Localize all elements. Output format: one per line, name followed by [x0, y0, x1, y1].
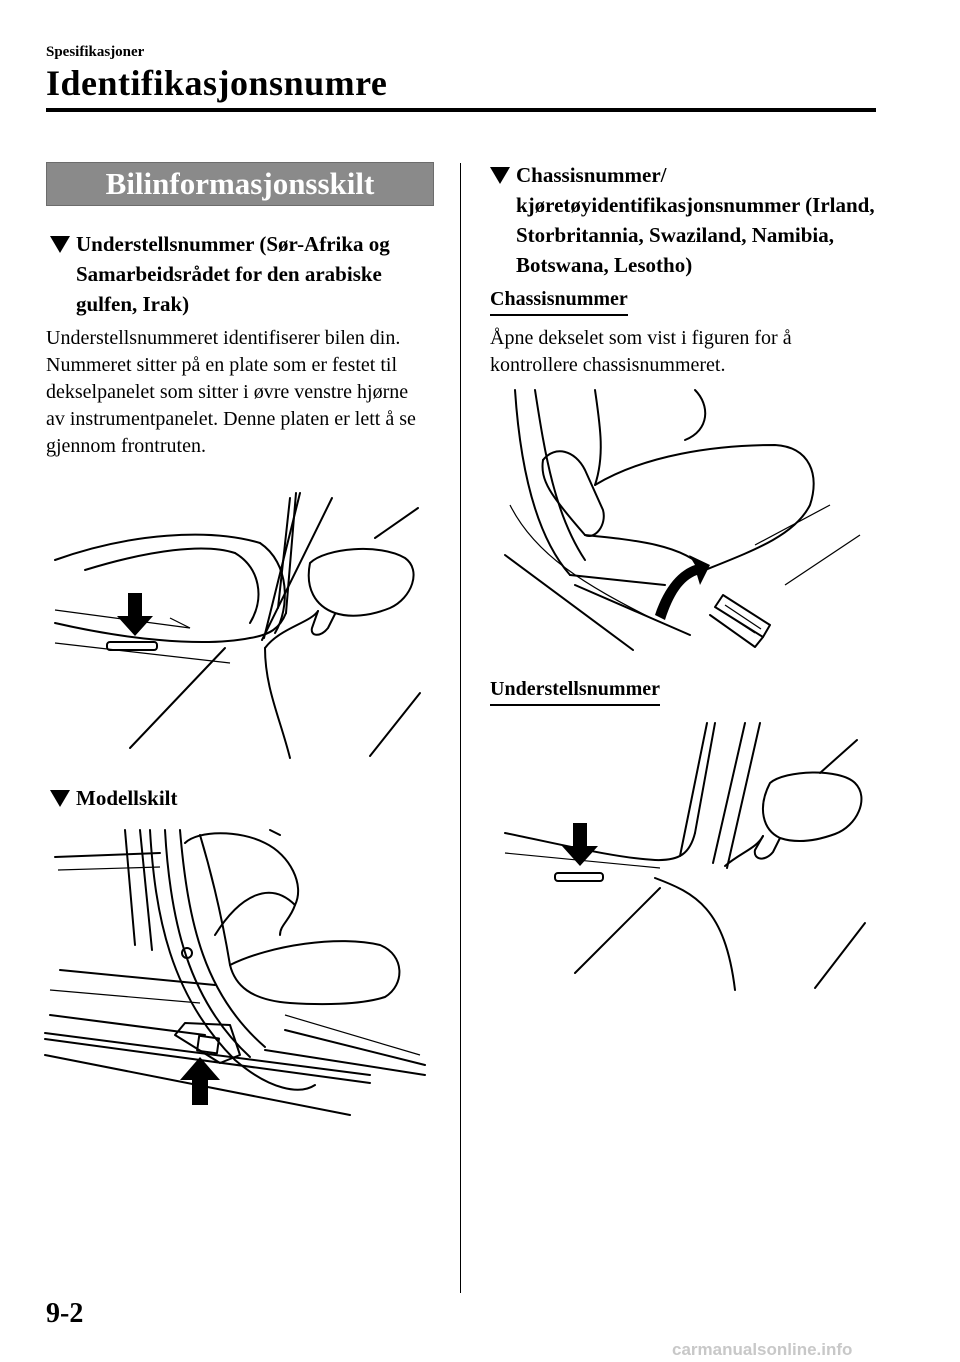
heading-text: Chassisnummer/ kjøretøyidentifikasjonsnummer (Irland, Storbritannia, Swaziland, Namibia, Botswana, Lesotho): [516, 163, 875, 277]
watermark: carmanualsonline.info: [672, 1340, 853, 1359]
triangle-bullet-icon: [50, 790, 70, 807]
heading-text: Understellsnummer (Sør-Afrika og Samarbeidsrådet for den arabiske gulfen, Irak): [76, 232, 390, 316]
page-number: 9-2: [46, 1298, 84, 1329]
chapter-divider: [46, 108, 876, 112]
heading-modellskilt: [50, 783, 440, 813]
chapter-title: Identifikasjonsnumre: [46, 63, 388, 103]
vin-plate-dashboard-illustration-right: [495, 718, 875, 998]
heading-text: Modellskilt: [76, 786, 178, 810]
heading-understellsnummer: [50, 229, 440, 319]
vin-plate-dashboard-illustration: [50, 488, 450, 768]
model-plate-door-pillar-illustration: [40, 825, 440, 1135]
section-banner: Bilinformasjonsskilt: [46, 162, 434, 206]
paragraph-understellsnummer: Understellsnummeret identifiserer bilen din. Nummeret sitter på en plate som er festet til dekselpanelet som sitter i øvre venstre hjørne av instrumentpanelet. Denne platen er lett å se gjennom frontruten.: [46, 327, 416, 457]
triangle-bullet-icon: [50, 236, 70, 253]
subheading-chassisnummer: Chassisnummer: [490, 288, 628, 316]
subheading-understellsnummer: Understellsnummer: [490, 678, 660, 706]
triangle-bullet-icon: [490, 167, 510, 184]
chassis-number-floor-illustration: [495, 385, 875, 665]
section-label: Spesifikasjoner: [46, 44, 145, 60]
heading-chassisnummer: [490, 160, 890, 280]
column-divider: [460, 163, 461, 1293]
paragraph-chassisnummer: Åpne dekselet som vist i figuren for å kontrollere chassisnummeret.: [490, 327, 792, 376]
